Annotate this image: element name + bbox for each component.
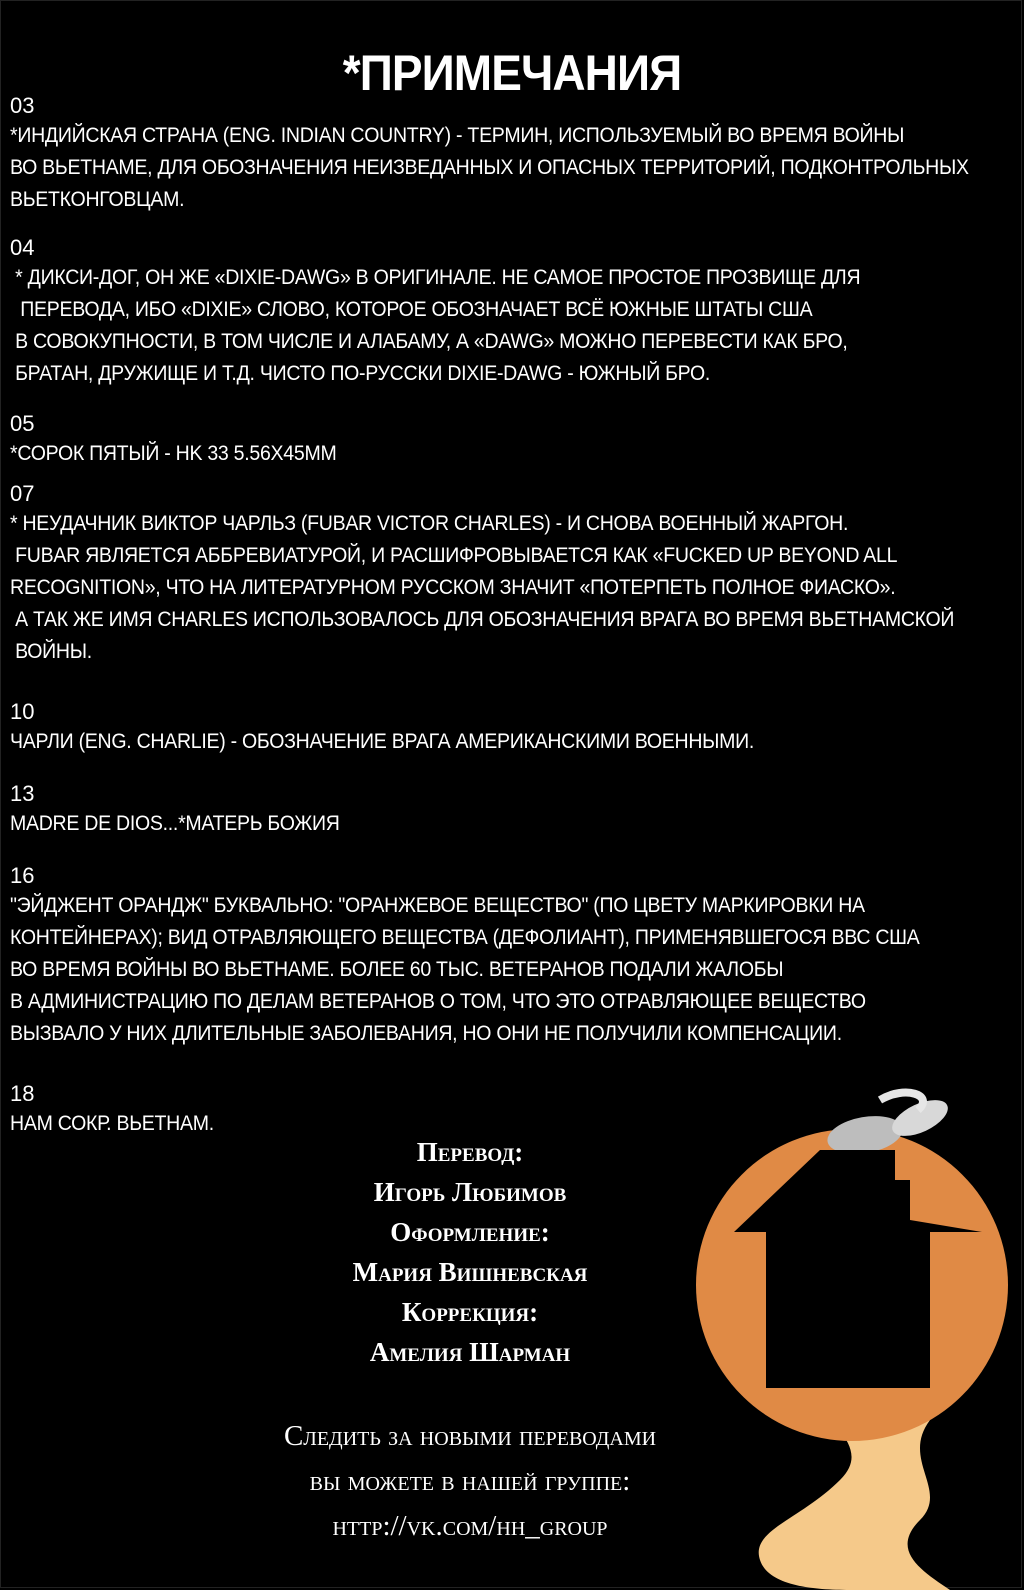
note-block [10, 780, 1010, 840]
logo-text-line-1: Haunted [806, 1273, 904, 1302]
note-text-line: В АДМИНИСТРАЦИЮ ПО ДЕЛАМ ВЕТЕРАНОВ О ТОМ, ЧТО ЭТО ОТРАВЛЯЮЩЕЕ ВЕЩЕСТВО [10, 990, 866, 1013]
credit-correction-label: Коррекция: [401, 1297, 539, 1327]
note-text-line: НАМ СОКР. ВЬЕТНАМ. [10, 1112, 214, 1135]
note-number: 13 [10, 781, 35, 806]
note-text-line: *СОРОК ПЯТЫЙ - HK 33 5.56X45MM [10, 442, 337, 465]
note-text-line: "ЭЙДЖЕНТ ОРАНДЖ" БУКВАЛЬНО: "ОРАНЖЕВОЕ ВЕЩЕСТВО" (ПО ЦВЕТУ МАРКИРОВКИ НА [10, 894, 865, 917]
note-text-line: ВО ВРЕМЯ ВОЙНЫ ВО ВЬЕТНАМЕ. БОЛЕЕ 60 ТЫС. ВЕТЕРАНОВ ПОДАЛИ ЖАЛОБЫ [10, 958, 784, 981]
credit-designer: Мария Вишневская [352, 1257, 588, 1287]
note-block [10, 92, 1010, 216]
note-block [10, 410, 1010, 470]
note-text-line: КОНТЕЙНЕРАХ); ВИД ОТРАВЛЯЮЩЕГО ВЕЩЕСТВА (ДЕФОЛИАНТ), ПРИМЕНЯВШЕГОСЯ ВВС США [10, 926, 920, 949]
logo-text-line-2: House [820, 1309, 890, 1338]
page-title: *ПРИМЕЧАНИЯ [342, 45, 682, 101]
note-text-line: ВЫЗВАЛО У НИХ ДЛИТЕЛЬНЫЕ ЗАБОЛЕВАНИЯ, НО ОНИ НЕ ПОЛУЧИЛИ КОМПЕНСАЦИИ. [10, 1022, 842, 1045]
note-text-line: В СОВОКУПНОСТИ, В ТОМ ЧИСЛЕ И АЛАБАМУ, А «DAWG» МОЖНО ПЕРЕВЕСТИ КАК БРО, [10, 330, 848, 353]
credit-corrector: Амелия Шарман [369, 1337, 571, 1367]
follow-block [180, 1414, 760, 1549]
note-block [10, 234, 1010, 390]
credit-translation-label: Перевод: [416, 1137, 524, 1167]
note-text-line: * ДИКСИ-ДОГ, ОН ЖЕ «DIXIE-DAWG» В ОРИГИНАЛЕ. НЕ САМОЕ ПРОСТОЕ ПРОЗВИЩЕ ДЛЯ [10, 266, 861, 289]
note-text-line: * НЕУДАЧНИК ВИКТОР ЧАРЛЬЗ (FUBAR VICTOR CHARLES) - И СНОВА ВОЕННЫЙ ЖАРГОН. [10, 512, 849, 535]
follow-line-2: вы можете в нашей группе: [309, 1465, 631, 1497]
note-text-line: ЧАРЛИ (ENG. CHARLIE) - ОБОЗНАЧЕНИЕ ВРАГА АМЕРИКАНСКИМИ ВОЕННЫМИ. [10, 730, 755, 753]
note-text-line: БРАТАН, ДРУЖИЩЕ И Т.Д. ЧИСТО ПО-РУССКИ DIXIE-DAWG - ЮЖНЫЙ БРО. [10, 362, 711, 385]
note-number: 07 [10, 481, 35, 506]
logo-text [780, 1270, 930, 1342]
note-number: 18 [10, 1081, 35, 1106]
note-number: 05 [10, 411, 35, 436]
note-text-line: FUBAR ЯВЛЯЕТСЯ АББРЕВИАТУРОЙ, И РАСШИФРОВЫВАЕТСЯ КАК «FUCKED UP BEYOND ALL [10, 544, 898, 567]
credit-translator: Игорь Любимов [373, 1177, 567, 1207]
smoke-curl [880, 1093, 923, 1110]
credit-design-label: Оформление: [390, 1217, 550, 1247]
group-link[interactable]: http://vk.com/hh_group [332, 1510, 608, 1542]
follow-line-1: Следить за новыми переводами [283, 1420, 657, 1452]
note-number: 10 [10, 699, 35, 724]
note-text-line: ВОЙНЫ. [10, 640, 92, 663]
credits-block [300, 1132, 640, 1372]
note-text-line: MADRE DE DIOS...*МАТЕРЬ БОЖИЯ [10, 812, 340, 835]
note-text-line: ПЕРЕВОДА, ИБО «DIXIE» СЛОВО, КОТОРОЕ ОБОЗНАЧАЕТ ВСЁ ЮЖНЫЕ ШТАТЫ США [10, 298, 813, 321]
note-block [10, 698, 1010, 758]
note-text-line: ВО ВЬЕТНАМЕ, ДЛЯ ОБОЗНАЧЕНИЯ НЕИЗВЕДАННЫХ И ОПАСНЫХ ТЕРРИТОРИЙ, ПОДКОНТРОЛЬНЫХ [10, 156, 969, 179]
note-block [10, 862, 1010, 1050]
note-text-line: ВЬЕТКОНГОВЦАМ. [10, 188, 185, 211]
note-text-line: RECOGNITION», ЧТО НА ЛИТЕРАТУРНОМ РУССКОМ ЗНАЧИТ «ПОТЕРПЕТЬ ПОЛНОЕ ФИАСКО». [10, 576, 896, 599]
note-block [10, 480, 1010, 668]
note-text-line: А ТАК ЖЕ ИМЯ CHARLES ИСПОЛЬЗОВАЛОСЬ ДЛЯ ОБОЗНАЧЕНИЯ ВРАГА ВО ВРЕМЯ ВЬЕТНАМСКОЙ [10, 608, 955, 631]
note-number: 04 [10, 235, 35, 260]
note-number: 16 [10, 863, 35, 888]
note-text-line: *ИНДИЙСКАЯ СТРАНА (ENG. INDIAN COUNTRY) - ТЕРМИН, ИСПОЛЬЗУЕМЫЙ ВО ВРЕМЯ ВОЙНЫ [10, 124, 905, 147]
note-number: 03 [10, 93, 35, 118]
